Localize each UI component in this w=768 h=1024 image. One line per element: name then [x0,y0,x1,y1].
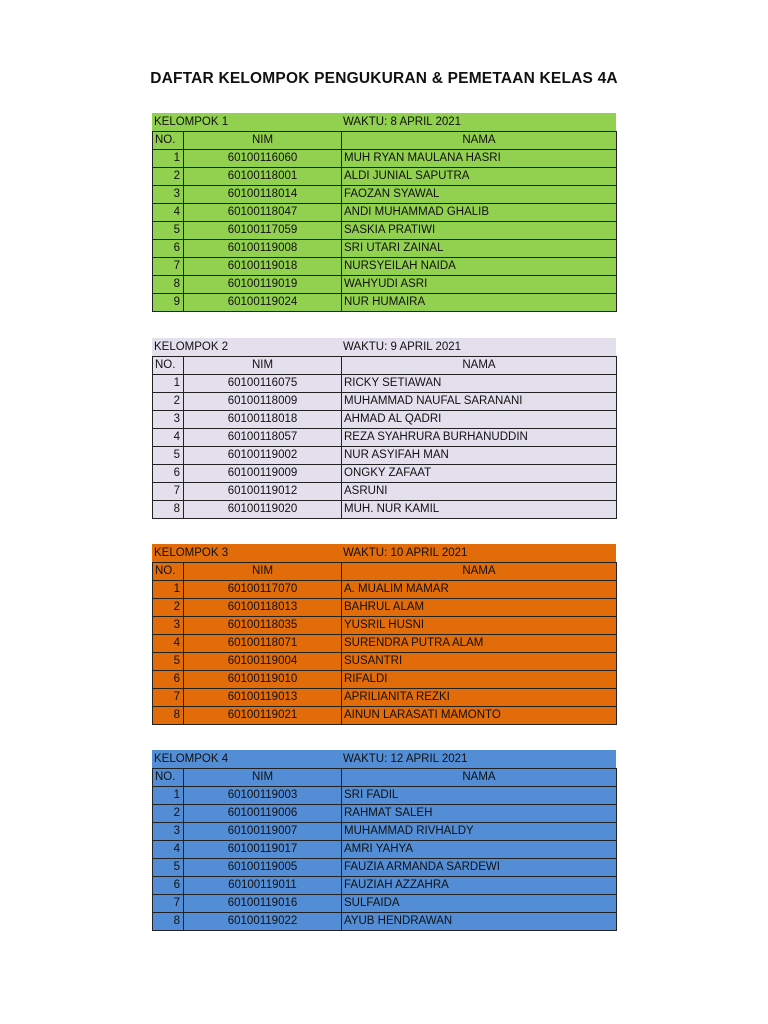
group-label: KELOMPOK 4 [154,753,229,765]
table-header-row [153,769,617,787]
student-name: WAHYUDI ASRI [342,276,617,294]
table-row [153,635,617,653]
row-number: 1 [153,375,184,393]
group-label: KELOMPOK 1 [154,116,229,128]
row-number: 1 [153,150,184,168]
student-nim: 60100118057 [184,429,342,447]
student-nim: 60100118009 [184,393,342,411]
student-nim: 60100119022 [184,913,342,931]
group-header [152,338,616,356]
row-number: 3 [153,617,184,635]
row-number: 4 [153,204,184,222]
student-name: SULFAIDA [342,895,617,913]
student-nim: 60100118047 [184,204,342,222]
row-number: 3 [153,411,184,429]
table-row [153,841,617,859]
student-name: MUH RYAN MAULANA HASRI [342,150,617,168]
group-table [152,768,617,931]
student-name: ALDI JUNIAL SAPUTRA [342,168,617,186]
table-row [153,150,617,168]
table-row [153,168,617,186]
row-number: 5 [153,222,184,240]
table-header-row [153,357,617,375]
row-number: 5 [153,653,184,671]
student-name: AMRI YAHYA [342,841,617,859]
student-name: ANDI MUHAMMAD GHALIB [342,204,617,222]
student-nim: 60100119005 [184,859,342,877]
student-nim: 60100119004 [184,653,342,671]
table-row [153,483,617,501]
table-row [153,689,617,707]
student-name: ONGKY ZAFAAT [342,465,617,483]
group-table [152,356,617,519]
row-number: 2 [153,805,184,823]
column-header-nim: NIM [184,563,342,581]
row-number: 6 [153,240,184,258]
column-header-no: NO. [153,563,184,581]
group-date: WAKTU: 8 APRIL 2021 [343,116,462,128]
student-name: SUSANTRI [342,653,617,671]
student-nim: 60100118001 [184,168,342,186]
student-nim: 60100119017 [184,841,342,859]
row-number: 2 [153,393,184,411]
row-number: 7 [153,895,184,913]
student-nim: 60100119016 [184,895,342,913]
student-nim: 60100119011 [184,877,342,895]
group-table [152,131,617,312]
student-nim: 60100119012 [184,483,342,501]
row-number: 6 [153,465,184,483]
row-number: 5 [153,447,184,465]
student-name: SASKIA PRATIWI [342,222,617,240]
student-nim: 60100119002 [184,447,342,465]
table-row [153,429,617,447]
student-name: A. MUALIM MAMAR [342,581,617,599]
student-nim: 60100117070 [184,581,342,599]
student-nim: 60100119020 [184,501,342,519]
row-number: 7 [153,258,184,276]
table-row [153,805,617,823]
student-nim: 60100118071 [184,635,342,653]
student-nim: 60100119007 [184,823,342,841]
table-row [153,787,617,805]
row-number: 2 [153,599,184,617]
row-number: 4 [153,841,184,859]
row-number: 8 [153,707,184,725]
group-kelompok-4 [152,750,616,931]
student-nim: 60100119021 [184,707,342,725]
student-name: AYUB HENDRAWAN [342,913,617,931]
column-header-no: NO. [153,132,184,150]
student-name: AINUN LARASATI MAMONTO [342,707,617,725]
student-name: MUH. NUR KAMIL [342,501,617,519]
table-row [153,895,617,913]
group-kelompok-1 [152,113,616,312]
student-name: RIFALDI [342,671,617,689]
column-header-nim: NIM [184,132,342,150]
student-nim: 60100119008 [184,240,342,258]
group-header [152,113,616,131]
row-number: 1 [153,787,184,805]
student-nim: 60100119013 [184,689,342,707]
student-name: RAHMAT SALEH [342,805,617,823]
table-row [153,617,617,635]
column-header-nim: NIM [184,769,342,787]
table-row [153,186,617,204]
group-date: WAKTU: 12 APRIL 2021 [343,753,468,765]
group-header [152,750,616,768]
table-row [153,913,617,931]
group-table [152,562,617,725]
table-header-row [153,132,617,150]
row-number: 9 [153,294,184,312]
column-header-no: NO. [153,769,184,787]
table-row [153,411,617,429]
student-nim: 60100118018 [184,411,342,429]
table-row [153,294,617,312]
table-header-row [153,563,617,581]
student-nim: 60100116060 [184,150,342,168]
student-nim: 60100119006 [184,805,342,823]
table-row [153,671,617,689]
table-row [153,240,617,258]
student-name: FAUZIAH AZZAHRA [342,877,617,895]
table-row [153,375,617,393]
table-row [153,447,617,465]
student-name: RICKY SETIAWAN [342,375,617,393]
student-nim: 60100118013 [184,599,342,617]
group-kelompok-2 [152,338,616,519]
student-name: SRI FADIL [342,787,617,805]
row-number: 3 [153,186,184,204]
student-name: ASRUNI [342,483,617,501]
group-date: WAKTU: 9 APRIL 2021 [343,341,462,353]
student-nim: 60100118014 [184,186,342,204]
column-header-nama: NAMA [342,132,617,150]
column-header-no: NO. [153,357,184,375]
row-number: 8 [153,276,184,294]
table-row [153,222,617,240]
row-number: 6 [153,671,184,689]
page-title: DAFTAR KELOMPOK PENGUKURAN & PEMETAAN KELAS 4A [150,70,618,87]
table-row [153,393,617,411]
student-nim: 60100119018 [184,258,342,276]
student-name: MUHAMMAD RIVHALDY [342,823,617,841]
group-header [152,544,616,562]
student-name: YUSRIL HUSNI [342,617,617,635]
student-name: MUHAMMAD NAUFAL SARANANI [342,393,617,411]
student-nim: 60100117059 [184,222,342,240]
table-row [153,204,617,222]
student-name: SURENDRA PUTRA ALAM [342,635,617,653]
student-name: BAHRUL ALAM [342,599,617,617]
student-name: NUR HUMAIRA [342,294,617,312]
student-name: REZA SYAHRURA BURHANUDDIN [342,429,617,447]
column-header-nama: NAMA [342,563,617,581]
row-number: 4 [153,635,184,653]
student-nim: 60100119019 [184,276,342,294]
student-name: NURSYEILAH NAIDA [342,258,617,276]
column-header-nama: NAMA [342,357,617,375]
row-number: 3 [153,823,184,841]
row-number: 7 [153,483,184,501]
table-row [153,859,617,877]
student-nim: 60100119009 [184,465,342,483]
group-label: KELOMPOK 2 [154,341,229,353]
row-number: 6 [153,877,184,895]
row-number: 8 [153,913,184,931]
column-header-nim: NIM [184,357,342,375]
row-number: 1 [153,581,184,599]
table-row [153,653,617,671]
table-row [153,465,617,483]
student-nim: 60100119024 [184,294,342,312]
student-name: AHMAD AL QADRI [342,411,617,429]
student-nim: 60100118035 [184,617,342,635]
student-name: FAUZIA ARMANDA SARDEWI [342,859,617,877]
group-date: WAKTU: 10 APRIL 2021 [343,547,468,559]
table-row [153,707,617,725]
group-label: KELOMPOK 3 [154,547,229,559]
row-number: 5 [153,859,184,877]
table-row [153,877,617,895]
student-name: FAOZAN SYAWAL [342,186,617,204]
column-header-nama: NAMA [342,769,617,787]
student-nim: 60100119003 [184,787,342,805]
table-row [153,823,617,841]
student-name: NUR ASYIFAH MAN [342,447,617,465]
row-number: 2 [153,168,184,186]
student-nim: 60100119010 [184,671,342,689]
row-number: 7 [153,689,184,707]
group-kelompok-3 [152,544,616,725]
student-name: APRILIANITA REZKI [342,689,617,707]
table-row [153,581,617,599]
row-number: 8 [153,501,184,519]
row-number: 4 [153,429,184,447]
student-nim: 60100116075 [184,375,342,393]
table-row [153,258,617,276]
table-row [153,599,617,617]
student-name: SRI UTARI ZAINAL [342,240,617,258]
table-row [153,276,617,294]
table-row [153,501,617,519]
